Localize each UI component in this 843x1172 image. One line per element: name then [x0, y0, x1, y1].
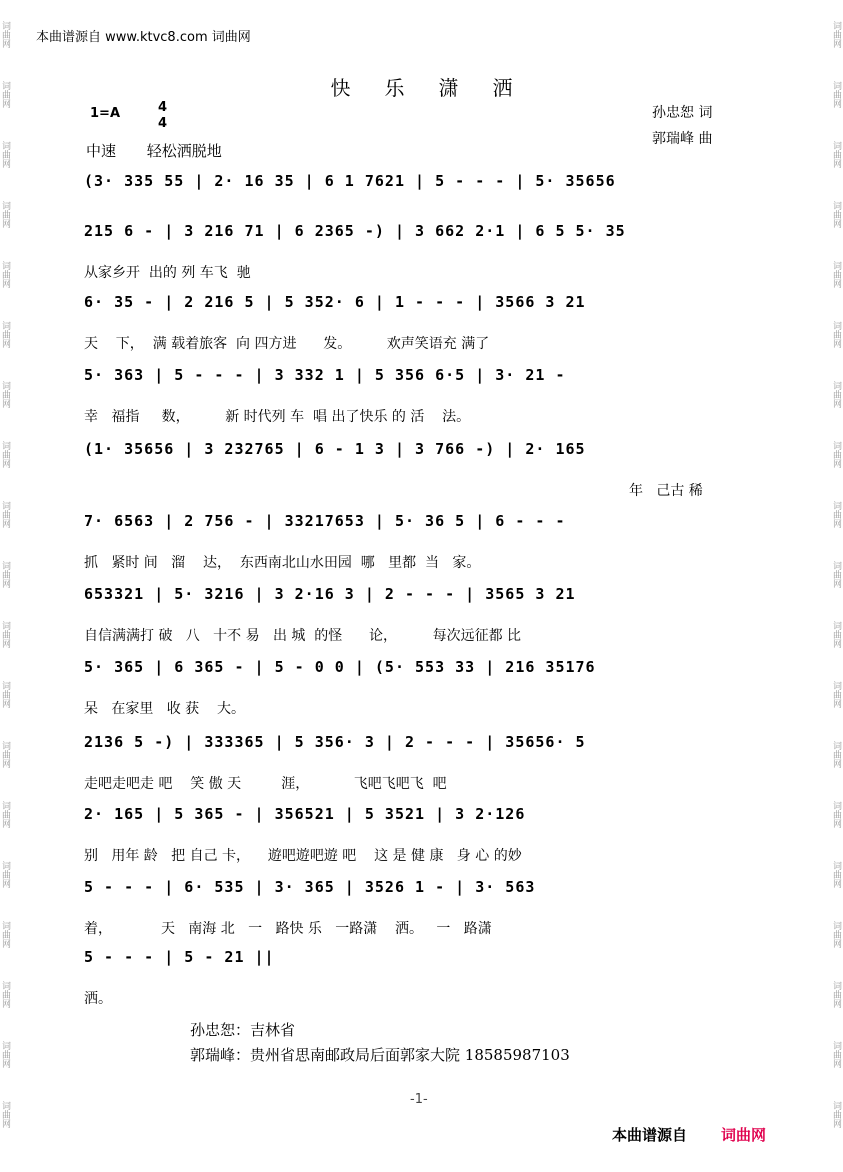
edge-mark: 词曲网 [0, 980, 10, 1008]
notes-line: 5 - - - | 5 - 21 || [84, 948, 275, 966]
composer: 郭瑞峰 曲 [652, 131, 713, 147]
notes-line: 7· 6563 | 2 756 - | 33217653 | 5· 36 5 | 6 - - - [84, 512, 566, 530]
time-signature [158, 100, 167, 132]
edge-mark: 词曲网 [0, 1040, 10, 1068]
edge-mark: 词曲网 [831, 740, 841, 768]
song-title: 快乐潇洒 [330, 76, 547, 100]
edge-mark: 词曲网 [831, 800, 841, 828]
edge-mark: 词曲网 [0, 680, 10, 708]
edge-mark: 词曲网 [831, 380, 841, 408]
edge-mark: 词曲网 [831, 920, 841, 948]
edge-mark: 词曲网 [831, 560, 841, 588]
footer-brand-left: 本曲谱源自 [612, 1126, 688, 1144]
lyric-line: 呆 在家里 收 获 大。 [84, 701, 245, 717]
lyric-line: 走吧走吧走 吧 笑 傲 天 涯， 飞吧飞吧飞 吧 [84, 776, 447, 792]
meter-bottom: 4 [158, 116, 168, 131]
footer-brand-right: 词曲网 [721, 1126, 767, 1144]
notes-line: 2136 5 -) | 333365 | 5 356· 3 | 2 - - - | 35656· 5 [84, 733, 586, 751]
edge-mark: 词曲网 [0, 80, 10, 108]
notes-line: 5· 363 | 5 - - - | 3 332 1 | 5 356 6·5 | 3· 21 - [84, 366, 566, 384]
edge-mark: 词曲网 [0, 140, 10, 168]
edge-mark: 词曲网 [831, 260, 841, 288]
tempo-marking [86, 140, 248, 161]
left-edge-watermark [0, 0, 12, 1172]
lyric-line: 别 用年 龄 把 自己 卡， 遊吧遊吧遊 吧 这 是 健 康 身 心 的妙 [84, 848, 522, 864]
footer-line-2: 郭瑞峰：贵州省思南邮政局后面郭家大院 18585987103 [190, 1046, 570, 1064]
edge-mark: 词曲网 [0, 200, 10, 228]
lyricist: 孙忠恕 词 [652, 105, 713, 121]
edge-mark: 词曲网 [831, 320, 841, 348]
page-number: -1- [410, 1092, 428, 1107]
notes-line: 653321 | 5· 3216 | 3 2·16 3 | 2 - - - | 3565 3 21 [84, 585, 576, 603]
edge-mark: 词曲网 [831, 140, 841, 168]
edge-mark: 词曲网 [0, 860, 10, 888]
edge-mark: 词曲网 [831, 1100, 841, 1128]
edge-mark: 词曲网 [0, 620, 10, 648]
edge-mark: 词曲网 [831, 20, 841, 48]
lyric-line: 洒。 [84, 991, 112, 1007]
notes-line: 2· 165 | 5 365 - | 356521 | 5 3521 | 3 2·126 [84, 805, 526, 823]
source-line: 本曲谱源自 www.ktvc8.com 词曲网 [36, 30, 251, 45]
edge-mark: 词曲网 [0, 260, 10, 288]
right-edge-watermark [831, 0, 843, 1172]
meter-top: 4 [158, 100, 168, 115]
edge-mark: 词曲网 [0, 920, 10, 948]
notes-line: 6· 35 - | 2 216 5 | 5 352· 6 | 1 - - - | 3566 3 21 [84, 293, 586, 311]
key-signature: 1=A [90, 106, 120, 121]
lyric-line: 年 己古 稀 [629, 483, 703, 499]
lyric-line: 天 下， 满 载着旅客 向 四方进 发。 欢声笑语充 满了 [84, 336, 490, 352]
edge-mark: 词曲网 [0, 1100, 10, 1128]
edge-mark: 词曲网 [831, 980, 841, 1008]
edge-mark: 词曲网 [831, 200, 841, 228]
lyric-line: 幸 福指 数， 新 时代列 车 唱 出了快乐 的 活 法。 [84, 409, 471, 425]
expression-text: 轻松洒脱地 [146, 142, 222, 160]
edge-mark: 词曲网 [0, 500, 10, 528]
notes-line: 5· 365 | 6 365 - | 5 - 0 0 | (5· 553 33 | 216 35176 [84, 658, 596, 676]
edge-mark: 词曲网 [831, 860, 841, 888]
footer-brand [612, 1124, 766, 1145]
edge-mark: 词曲网 [831, 80, 841, 108]
footer-line-1: 孙忠恕：吉林省 [190, 1021, 296, 1039]
edge-mark: 词曲网 [0, 740, 10, 768]
lyric-line: 从家乡开 出的 列 车飞 驰 [84, 265, 251, 281]
edge-mark: 词曲网 [831, 440, 841, 468]
edge-mark: 词曲网 [0, 560, 10, 588]
edge-mark: 词曲网 [831, 1040, 841, 1068]
notes-line: (3· 335 55 | 2· 16 35 | 6 1 7621 | 5 - - - | 5· 35656 [84, 172, 616, 190]
edge-mark: 词曲网 [0, 20, 10, 48]
lyric-line: 自信满满打 破 八 十不 易 出 城 的怪 论， 每次远征都 比 [84, 628, 522, 644]
edge-mark: 词曲网 [0, 380, 10, 408]
notes-line: 5 - - - | 6· 535 | 3· 365 | 3526 1 - | 3· 563 [84, 878, 536, 896]
notes-line: (1· 35656 | 3 232765 | 6 - 1 3 | 3 766 -) | 2· 165 [84, 440, 586, 458]
edge-mark: 词曲网 [0, 800, 10, 828]
notes-line: 215 6 - | 3 216 71 | 6 2365 -) | 3 662 2·1 | 6 5 5· 35 [84, 222, 626, 240]
lyric-line: 抓 紧时 间 溜 达， 东西南北山水田园 哪 里都 当 家。 [84, 555, 481, 571]
edge-mark: 词曲网 [831, 620, 841, 648]
footer-addresses [190, 1018, 570, 1068]
edge-mark: 词曲网 [831, 500, 841, 528]
credits [652, 100, 712, 152]
edge-mark: 词曲网 [831, 680, 841, 708]
edge-mark: 词曲网 [0, 440, 10, 468]
edge-mark: 词曲网 [0, 320, 10, 348]
lyric-line: 着， 天 南海 北 一 路快 乐 一路潇 洒。 一 路潇 [84, 921, 492, 937]
tempo-text: 中速 [86, 142, 117, 160]
